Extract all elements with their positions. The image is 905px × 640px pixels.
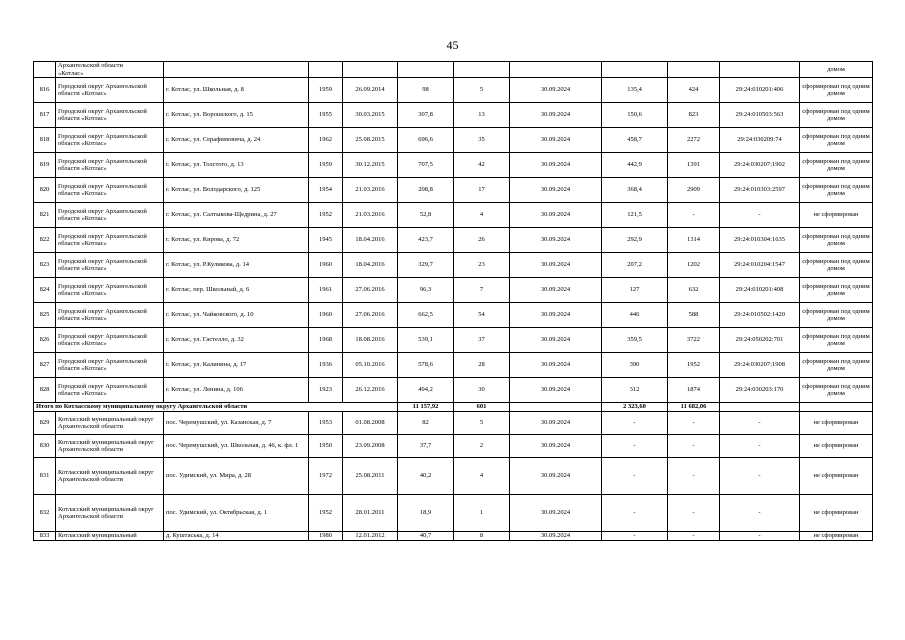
area2-cell: 207,2: [602, 253, 668, 278]
area2-cell: 359,5: [602, 328, 668, 353]
cadastral-cell: -: [720, 458, 800, 495]
cadastral-cell: -: [720, 495, 800, 532]
row-number: [34, 62, 56, 78]
residents-cell: 54: [454, 303, 510, 328]
date-cell: [343, 62, 398, 78]
municipality-cell: Котласский муниципальный округ Архангельской области: [56, 435, 164, 458]
status-cell: сформирован под одним домом: [800, 378, 873, 403]
area3-cell: -: [668, 532, 720, 541]
total-area2: 2 323,60: [602, 403, 668, 412]
area2-cell: 368,4: [602, 178, 668, 203]
area3-cell: -: [668, 203, 720, 228]
cadastral-cell: 29:24:030207:1908: [720, 353, 800, 378]
area3-cell: -: [668, 458, 720, 495]
date-cell: 26.12.2016: [343, 378, 398, 403]
table-row: [34, 378, 873, 403]
area-cell: 208,8: [398, 178, 454, 203]
table-row: [34, 353, 873, 378]
address-cell: г. Котлас, ул. Салтыкова-Щедрина, д. 27: [164, 203, 309, 228]
cadastral-cell: 29:24:010304:1635: [720, 228, 800, 253]
date-cell: 25.08.2011: [343, 458, 398, 495]
area2-cell: 135,4: [602, 78, 668, 103]
report-date-cell: 30.09.2024: [510, 153, 602, 178]
address-cell: г. Котлас, ул. Володарского, д. 125: [164, 178, 309, 203]
cadastral-cell: 29:24:050202:701: [720, 328, 800, 353]
report-date-cell: 30.09.2024: [510, 228, 602, 253]
status-cell: не сформирован: [800, 495, 873, 532]
date-cell: 12.01.2012: [343, 532, 398, 541]
date-cell: 21.03.2016: [343, 203, 398, 228]
report-date-cell: 30.09.2024: [510, 103, 602, 128]
residents-cell: 5: [454, 412, 510, 435]
municipality-cell: Городской округ Архангельской области «Котлас»: [56, 378, 164, 403]
total-empty: [800, 403, 873, 412]
table-row: [34, 253, 873, 278]
status-cell: сформирован под одним домом: [800, 153, 873, 178]
cadastral-cell: [720, 62, 800, 78]
cadastral-cell: 29:24:030203:170: [720, 378, 800, 403]
table-row: [34, 203, 873, 228]
address-cell: г. Котлас, ул. Ленина, д. 106: [164, 378, 309, 403]
year-cell: 1955: [309, 103, 343, 128]
cadastral-cell: 29:24:010503:563: [720, 103, 800, 128]
municipality-cell: Городской округ Архангельской области «Котлас»: [56, 253, 164, 278]
area-cell: 18,9: [398, 495, 454, 532]
municipality-cell: Котласский муниципальный округ Архангельской области: [56, 458, 164, 495]
status-cell: сформирован под одним домом: [800, 328, 873, 353]
cadastral-cell: 29:24:030207:1902: [720, 153, 800, 178]
area2-cell: 446: [602, 303, 668, 328]
year-cell: 1968: [309, 328, 343, 353]
residents-cell: 4: [454, 203, 510, 228]
area-cell: 96,3: [398, 278, 454, 303]
date-cell: 18.08.2016: [343, 328, 398, 353]
cadastral-cell: 29:24:010201:406: [720, 78, 800, 103]
municipality-cell: Городской округ Архангельской области «Котлас»: [56, 328, 164, 353]
table-row: [34, 62, 873, 78]
area3-cell: 1314: [668, 228, 720, 253]
address-cell: г. Котлас, ул. Школьная, д. 8: [164, 78, 309, 103]
status-cell: сформирован под одним домом: [800, 303, 873, 328]
report-date-cell: 30.09.2024: [510, 378, 602, 403]
table-row: [34, 78, 873, 103]
municipality-cell: Городской округ Архангельской области «Котлас»: [56, 128, 164, 153]
year-cell: 1950: [309, 435, 343, 458]
residents-cell: 37: [454, 328, 510, 353]
status-cell: не сформирован: [800, 532, 873, 541]
address-cell: г. Котлас, ул. Кирова, д. 72: [164, 228, 309, 253]
area3-cell: -: [668, 495, 720, 532]
area3-cell: 823: [668, 103, 720, 128]
date-cell: 27.06.2016: [343, 303, 398, 328]
area2-cell: -: [602, 532, 668, 541]
report-date-cell: 30.09.2024: [510, 435, 602, 458]
status-cell: сформирован под одним домом: [800, 103, 873, 128]
address-cell: г. Котлас, ул. Толстого, д. 13: [164, 153, 309, 178]
table-row: [34, 103, 873, 128]
residents-cell: 7: [454, 278, 510, 303]
residents-cell: 13: [454, 103, 510, 128]
row-number: 818: [34, 128, 56, 153]
area3-cell: -: [668, 412, 720, 435]
residents-cell: [454, 62, 510, 78]
row-number: 821: [34, 203, 56, 228]
cadastral-cell: 29:24:010303:2597: [720, 178, 800, 203]
municipality-cell: Городской округ Архангельской области «Котлас»: [56, 203, 164, 228]
table-row: [34, 412, 873, 435]
table-row: [34, 532, 873, 541]
area3-cell: 2909: [668, 178, 720, 203]
status-cell: не сформирован: [800, 435, 873, 458]
area3-cell: -: [668, 435, 720, 458]
municipality-cell: Котласский муниципальный: [56, 532, 164, 541]
year-cell: 1954: [309, 178, 343, 203]
total-area: 11 157,92: [398, 403, 454, 412]
area-cell: 98: [398, 78, 454, 103]
date-cell: 21.03.2016: [343, 178, 398, 203]
total-residents: 601: [454, 403, 510, 412]
cadastral-cell: -: [720, 532, 800, 541]
residents-cell: 28: [454, 353, 510, 378]
area2-cell: 121,5: [602, 203, 668, 228]
report-date-cell: 30.09.2024: [510, 303, 602, 328]
row-number: 819: [34, 153, 56, 178]
report-date-cell: 30.09.2024: [510, 78, 602, 103]
year-cell: [309, 62, 343, 78]
table-row: [34, 458, 873, 495]
table-row: [34, 178, 873, 203]
table-row: [34, 303, 873, 328]
date-cell: 05.10.2016: [343, 353, 398, 378]
cadastral-cell: 29:24:010204:1547: [720, 253, 800, 278]
year-cell: 1952: [309, 203, 343, 228]
address-cell: пос. Удимский, ул. Октябрьская, д. 1: [164, 495, 309, 532]
address-cell: г. Котлас, ул. Гастелло, д. 32: [164, 328, 309, 353]
area3-cell: 632: [668, 278, 720, 303]
report-date-cell: 30.09.2024: [510, 353, 602, 378]
row-number: 820: [34, 178, 56, 203]
status-cell: сформирован под одним домом: [800, 253, 873, 278]
residents-cell: 17: [454, 178, 510, 203]
status-cell: домом: [800, 62, 873, 78]
row-number: 829: [34, 412, 56, 435]
area-cell: 37,7: [398, 435, 454, 458]
municipality-cell: Архангельской области «Котлас»: [56, 62, 164, 78]
area-cell: 707,5: [398, 153, 454, 178]
row-number: 825: [34, 303, 56, 328]
row-number: 832: [34, 495, 56, 532]
address-cell: г. Котлас, ул. Серафимовича, д. 24: [164, 128, 309, 153]
area2-cell: 390: [602, 353, 668, 378]
year-cell: 1960: [309, 303, 343, 328]
status-cell: сформирован под одним домом: [800, 353, 873, 378]
area3-cell: 1874: [668, 378, 720, 403]
cadastral-cell: 29:24:030209:74: [720, 128, 800, 153]
municipality-cell: Городской округ Архангельской области «Котлас»: [56, 153, 164, 178]
municipality-cell: Городской округ Архангельской области «Котлас»: [56, 228, 164, 253]
area2-cell: [602, 62, 668, 78]
status-cell: сформирован под одним домом: [800, 228, 873, 253]
municipality-cell: Городской округ Архангельской области «Котлас»: [56, 303, 164, 328]
housing-registry-table: [33, 61, 873, 541]
date-cell: 27.06.2016: [343, 278, 398, 303]
area2-cell: 292,9: [602, 228, 668, 253]
year-cell: 1952: [309, 495, 343, 532]
status-cell: сформирован под одним домом: [800, 178, 873, 203]
residents-cell: 35: [454, 128, 510, 153]
cadastral-cell: 29:24:010502:1420: [720, 303, 800, 328]
residents-cell: 30: [454, 378, 510, 403]
area-cell: 40,7: [398, 532, 454, 541]
status-cell: не сформирован: [800, 458, 873, 495]
area-cell: 40,2: [398, 458, 454, 495]
municipality-cell: Котласский муниципальный округ Архангельской области: [56, 495, 164, 532]
residents-cell: 4: [454, 458, 510, 495]
cadastral-cell: -: [720, 203, 800, 228]
area3-cell: 588: [668, 303, 720, 328]
table-row: [34, 128, 873, 153]
year-cell: 1953: [309, 412, 343, 435]
area-cell: 82: [398, 412, 454, 435]
municipality-cell: Городской округ Архангельской области «Котлас»: [56, 278, 164, 303]
row-number: 822: [34, 228, 56, 253]
area-cell: 329,7: [398, 253, 454, 278]
area2-cell: -: [602, 495, 668, 532]
date-cell: 26.09.2014: [343, 78, 398, 103]
total-row: [34, 403, 873, 412]
area2-cell: 442,9: [602, 153, 668, 178]
area2-cell: 458,7: [602, 128, 668, 153]
status-cell: сформирован под одним домом: [800, 278, 873, 303]
address-cell: д. Куштаська, д. 14: [164, 532, 309, 541]
table-row: [34, 495, 873, 532]
report-date-cell: 30.09.2024: [510, 532, 602, 541]
table-row: [34, 435, 873, 458]
area-cell: 578,6: [398, 353, 454, 378]
status-cell: сформирован под одним домом: [800, 78, 873, 103]
year-cell: 1959: [309, 153, 343, 178]
report-date-cell: 30.09.2024: [510, 203, 602, 228]
year-cell: 1945: [309, 228, 343, 253]
area3-cell: 1202: [668, 253, 720, 278]
address-cell: г. Котлас, ул. Чайковского, д. 10: [164, 303, 309, 328]
date-cell: 01.08.2008: [343, 412, 398, 435]
area3-cell: 2272: [668, 128, 720, 153]
report-date-cell: 30.09.2024: [510, 412, 602, 435]
area-cell: 307,8: [398, 103, 454, 128]
area2-cell: 312: [602, 378, 668, 403]
status-cell: сформирован под одним домом: [800, 128, 873, 153]
report-date-cell: 30.09.2024: [510, 253, 602, 278]
report-date-cell: 30.09.2024: [510, 178, 602, 203]
year-cell: 1972: [309, 458, 343, 495]
residents-cell: 1: [454, 495, 510, 532]
row-number: 826: [34, 328, 56, 353]
row-number: 824: [34, 278, 56, 303]
row-number: 817: [34, 103, 56, 128]
residents-cell: 42: [454, 153, 510, 178]
row-number: 831: [34, 458, 56, 495]
report-date-cell: 30.09.2024: [510, 495, 602, 532]
address-cell: пос. Черемушский, ул. Казанская, д. 7: [164, 412, 309, 435]
address-cell: [164, 62, 309, 78]
status-cell: не сформирован: [800, 412, 873, 435]
date-cell: 25.08.2015: [343, 128, 398, 153]
cadastral-cell: -: [720, 435, 800, 458]
date-cell: 18.04.2016: [343, 253, 398, 278]
report-date-cell: 30.09.2024: [510, 278, 602, 303]
municipality-cell: Городской округ Архангельской области «Котлас»: [56, 103, 164, 128]
municipality-cell: Городской округ Архангельской области «Котлас»: [56, 178, 164, 203]
municipality-cell: Котласский муниципальный округ Архангельской области: [56, 412, 164, 435]
row-number: 827: [34, 353, 56, 378]
page-number: 45: [446, 38, 459, 52]
area-cell: 662,5: [398, 303, 454, 328]
area3-cell: [668, 62, 720, 78]
year-cell: 1959: [309, 78, 343, 103]
total-empty: [720, 403, 800, 412]
area2-cell: 127: [602, 278, 668, 303]
residents-cell: 5: [454, 78, 510, 103]
date-cell: 28.01.2011: [343, 495, 398, 532]
address-cell: пос. Черемушский, ул. Школьная, д. 46, к. фл. 1: [164, 435, 309, 458]
report-date-cell: 30.09.2024: [510, 458, 602, 495]
residents-cell: 26: [454, 228, 510, 253]
table-row: [34, 153, 873, 178]
report-date-cell: 30.09.2024: [510, 328, 602, 353]
area2-cell: -: [602, 458, 668, 495]
area-cell: 423,7: [398, 228, 454, 253]
area-cell: 494,2: [398, 378, 454, 403]
date-cell: 23.09.2008: [343, 435, 398, 458]
row-number: 830: [34, 435, 56, 458]
area3-cell: 3722: [668, 328, 720, 353]
row-number: 828: [34, 378, 56, 403]
year-cell: 1962: [309, 128, 343, 153]
date-cell: 18.04.2016: [343, 228, 398, 253]
area2-cell: 150,6: [602, 103, 668, 128]
address-cell: г. Котлас, ул. Р.Куликова, д. 14: [164, 253, 309, 278]
row-number: 823: [34, 253, 56, 278]
date-cell: 30.12.2015: [343, 153, 398, 178]
area-cell: 696,6: [398, 128, 454, 153]
municipality-cell: Городской округ Архангельской области «Котлас»: [56, 78, 164, 103]
address-cell: г. Котлас, ул. Калинина, д. 17: [164, 353, 309, 378]
address-cell: г. Котлас, ул. Ворошского, д. 15: [164, 103, 309, 128]
area2-cell: -: [602, 435, 668, 458]
year-cell: 1960: [309, 253, 343, 278]
year-cell: 1980: [309, 532, 343, 541]
residents-cell: 23: [454, 253, 510, 278]
address-cell: г. Котлас, пер. Школьный, д. 6: [164, 278, 309, 303]
total-empty: [510, 403, 602, 412]
area3-cell: 424: [668, 78, 720, 103]
year-cell: 1923: [309, 378, 343, 403]
area3-cell: 1952: [668, 353, 720, 378]
residents-cell: 8: [454, 532, 510, 541]
row-number: 833: [34, 532, 56, 541]
total-label: Итого по Котласскому муниципальному округу Архангельской области: [34, 403, 398, 412]
cadastral-cell: -: [720, 412, 800, 435]
total-area3: 11 682,06: [668, 403, 720, 412]
table-row: [34, 328, 873, 353]
area-cell: 539,1: [398, 328, 454, 353]
address-cell: пос. Удимский, ул. Мира, д. 28: [164, 458, 309, 495]
area2-cell: -: [602, 412, 668, 435]
area-cell: [398, 62, 454, 78]
row-number: 816: [34, 78, 56, 103]
year-cell: 1961: [309, 278, 343, 303]
report-date-cell: [510, 62, 602, 78]
table-row: [34, 228, 873, 253]
area3-cell: 1391: [668, 153, 720, 178]
table-row: [34, 278, 873, 303]
residents-cell: 2: [454, 435, 510, 458]
area-cell: 52,8: [398, 203, 454, 228]
cadastral-cell: 29:24:010201:408: [720, 278, 800, 303]
year-cell: 1936: [309, 353, 343, 378]
status-cell: не сформирован: [800, 203, 873, 228]
report-date-cell: 30.09.2024: [510, 128, 602, 153]
municipality-cell: Городской округ Архангельской области «Котлас»: [56, 353, 164, 378]
date-cell: 30.03.2015: [343, 103, 398, 128]
